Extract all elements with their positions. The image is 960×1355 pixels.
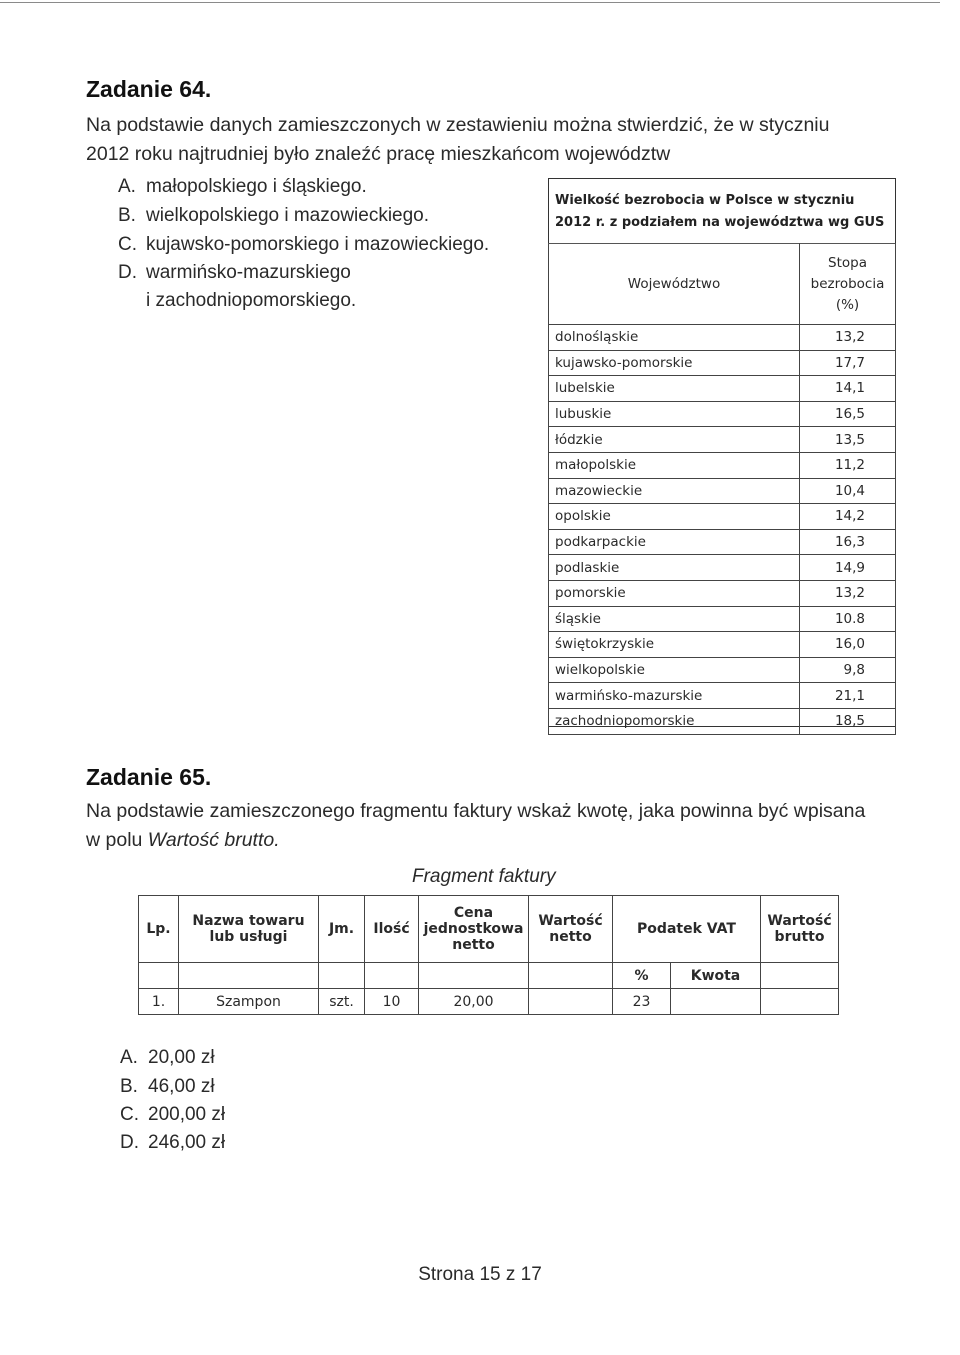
task-64-option-d-continued: i zachodniopomorskiego.: [146, 290, 357, 311]
invoice-header-vat-amount: Kwota: [671, 963, 761, 989]
invoice-item-vat-percent: 23: [613, 989, 671, 1015]
option-text: 246,00 zł: [148, 1132, 226, 1153]
voivodeship-name: podlaskie: [549, 555, 800, 581]
task-65-question-line-2: [86, 826, 906, 855]
task-65-title: Zadanie 65.: [86, 764, 212, 790]
invoice-cell-empty: [529, 963, 613, 989]
voivodeship-name: śląskie: [549, 606, 800, 632]
header-text: lub usługi: [209, 929, 288, 945]
unemployment-rate: 18,5: [800, 708, 896, 734]
unemployment-rate: 13,2: [800, 580, 896, 606]
voivodeship-name: dolnośląskie: [549, 325, 800, 351]
invoice-cell-empty: [419, 963, 529, 989]
option-letter: A.: [118, 176, 136, 197]
unemployment-rate: 10.8: [800, 606, 896, 632]
voivodeship-name: lubuskie: [549, 401, 800, 427]
invoice-header-lp: Lp.: [139, 896, 179, 963]
header-rate-line-3: (%): [835, 296, 860, 313]
invoice-item-lp: 1.: [139, 989, 179, 1015]
header-text: jednostkowa: [423, 921, 524, 937]
invoice-item-gross-value[interactable]: [761, 989, 839, 1015]
unemployment-row: [549, 555, 896, 581]
task-64-option-a[interactable]: [118, 176, 367, 198]
task-64-title: Zadanie 64.: [86, 76, 212, 102]
invoice-header-vat: Podatek VAT: [613, 896, 761, 963]
unemployment-table-header: [549, 244, 896, 325]
invoice-subheader-row: [139, 963, 839, 989]
unemployment-row: [549, 504, 896, 530]
unemployment-row: [549, 452, 896, 478]
option-letter: B.: [118, 205, 136, 226]
voivodeship-name: świętokrzyskie: [549, 632, 800, 658]
header-text: netto: [452, 937, 495, 953]
option-letter: B.: [120, 1076, 138, 1097]
invoice-header-row: [139, 896, 839, 963]
header-text: Wartość: [538, 913, 603, 929]
task-65-option-d[interactable]: [120, 1132, 225, 1154]
invoice-item-net-value[interactable]: [529, 989, 613, 1015]
option-letter: A.: [120, 1047, 138, 1068]
unemployment-row: [549, 427, 896, 453]
unemployment-table-caption-line-2: 2012 r. z podziałem na województwa wg GUS: [555, 215, 885, 230]
unemployment-rate: 9,8: [800, 657, 896, 683]
unemployment-row: [549, 350, 896, 376]
unemployment-row: [549, 683, 896, 709]
unemployment-rate: 16,3: [800, 529, 896, 555]
option-letter: C.: [118, 234, 137, 255]
invoice-item-row: [139, 989, 839, 1015]
invoice-item-price: 20,00: [419, 989, 529, 1015]
invoice-caption: Fragment faktury: [412, 866, 556, 887]
unemployment-rate: 13,5: [800, 427, 896, 453]
unemployment-row: [549, 606, 896, 632]
option-text: małopolskiego i śląskiego.: [146, 176, 367, 197]
task-64-option-c[interactable]: [118, 234, 489, 256]
header-text: brutto: [774, 929, 825, 945]
unemployment-rate: 21,1: [800, 683, 896, 709]
unemployment-row: [549, 580, 896, 606]
unemployment-row: [549, 376, 896, 402]
invoice-cell-empty: [179, 963, 319, 989]
question-prefix: w polu: [86, 829, 148, 851]
voivodeship-name: zachodniopomorskie: [549, 708, 800, 734]
invoice-cell-empty: [761, 963, 839, 989]
task-64-question-line-2: 2012 roku najtrudniej było znaleźć pracę mieszkańcom województw: [86, 143, 671, 165]
option-letter: D.: [118, 262, 137, 283]
voivodeship-name: opolskie: [549, 504, 800, 530]
voivodeship-name: łódzkie: [549, 427, 800, 453]
header-rate-line-1: Stopa: [828, 254, 867, 271]
header-unemployment-rate: [800, 244, 896, 325]
invoice-item-qty: 10: [365, 989, 419, 1015]
voivodeship-name: podkarpackie: [549, 529, 800, 555]
unemployment-row: [549, 708, 896, 734]
invoice-item-unit: szt.: [319, 989, 365, 1015]
unemployment-rate: 14,1: [800, 376, 896, 402]
option-text: wielkopolskiego i mazowieckiego.: [146, 205, 430, 226]
voivodeship-name: mazowieckie: [549, 478, 800, 504]
task-65-question-line-1: Na podstawie zamieszczonego fragmentu faktury wskaż kwotę, jaka powinna być wpisana: [86, 800, 866, 822]
task-65-option-a[interactable]: [120, 1047, 215, 1069]
unemployment-rate: 16,0: [800, 632, 896, 658]
invoice-cell-empty: [139, 963, 179, 989]
invoice-header-gross-value: [761, 896, 839, 963]
unemployment-rate: 11,2: [800, 452, 896, 478]
unemployment-rate: 13,2: [800, 325, 896, 351]
unemployment-rate: 16,5: [800, 401, 896, 427]
invoice-item-vat-amount[interactable]: [671, 989, 761, 1015]
unemployment-table-caption-line-1: Wielkość bezrobocia w Polsce w styczniu: [555, 193, 855, 208]
invoice-header-vat-percent: %: [613, 963, 671, 989]
option-text: 20,00 zł: [148, 1047, 215, 1068]
unemployment-row: [549, 401, 896, 427]
unemployment-rate: 14,9: [800, 555, 896, 581]
task-64-option-d[interactable]: [118, 262, 351, 284]
task-64-question: [86, 111, 906, 169]
option-text: kujawsko-pomorskiego i mazowieckiego.: [146, 234, 490, 255]
task-65-question: [86, 797, 906, 855]
task-65-option-b[interactable]: [120, 1076, 215, 1098]
invoice-cell-empty: [365, 963, 419, 989]
invoice-table: [138, 895, 839, 1015]
option-text: 46,00 zł: [148, 1076, 215, 1097]
task-65-option-c[interactable]: [120, 1104, 225, 1126]
option-text: 200,00 zł: [148, 1104, 226, 1125]
unemployment-row: [549, 325, 896, 351]
header-rate-line-2: bezrobocia: [810, 275, 885, 292]
unemployment-row: [549, 478, 896, 504]
invoice-header-unit: Jm.: [319, 896, 365, 963]
unemployment-row: [549, 632, 896, 658]
unemployment-rate: 17,7: [800, 350, 896, 376]
invoice-header-net-value: [529, 896, 613, 963]
voivodeship-name: pomorskie: [549, 580, 800, 606]
header-text: Nazwa towaru: [192, 913, 305, 929]
header-text: Wartość: [767, 913, 832, 929]
header-text: Cena: [453, 905, 494, 921]
option-letter: C.: [120, 1104, 139, 1125]
task-64-option-b[interactable]: [118, 205, 429, 227]
unemployment-row: [549, 657, 896, 683]
unemployment-rate: 14,2: [800, 504, 896, 530]
task-64-question-line-1: Na podstawie danych zamieszczonych w zestawieniu można stwierdzić, że w styczniu: [86, 114, 830, 136]
page-footer: Strona 15 z 17: [418, 1264, 542, 1285]
unemployment-row: [549, 529, 896, 555]
voivodeship-name: małopolskie: [549, 452, 800, 478]
invoice-header-name: [179, 896, 319, 963]
voivodeship-name: wielkopolskie: [549, 657, 800, 683]
invoice-cell-empty: [319, 963, 365, 989]
header-text: netto: [549, 929, 592, 945]
option-letter: D.: [120, 1132, 139, 1153]
question-field-name: Wartość brutto.: [147, 829, 280, 851]
voivodeship-name: kujawsko-pomorskie: [549, 350, 800, 376]
unemployment-table: [548, 243, 896, 735]
voivodeship-name: lubelskie: [549, 376, 800, 402]
option-text: warmińsko-mazurskiego: [146, 262, 351, 283]
invoice-item-name: Szampon: [179, 989, 319, 1015]
invoice-header-price: [419, 896, 529, 963]
top-rule: [0, 2, 940, 3]
voivodeship-name: warmińsko-mazurskie: [549, 683, 800, 709]
header-voivodeship: Województwo: [549, 244, 800, 325]
unemployment-rate: 10,4: [800, 478, 896, 504]
invoice-header-qty: Ilość: [365, 896, 419, 963]
